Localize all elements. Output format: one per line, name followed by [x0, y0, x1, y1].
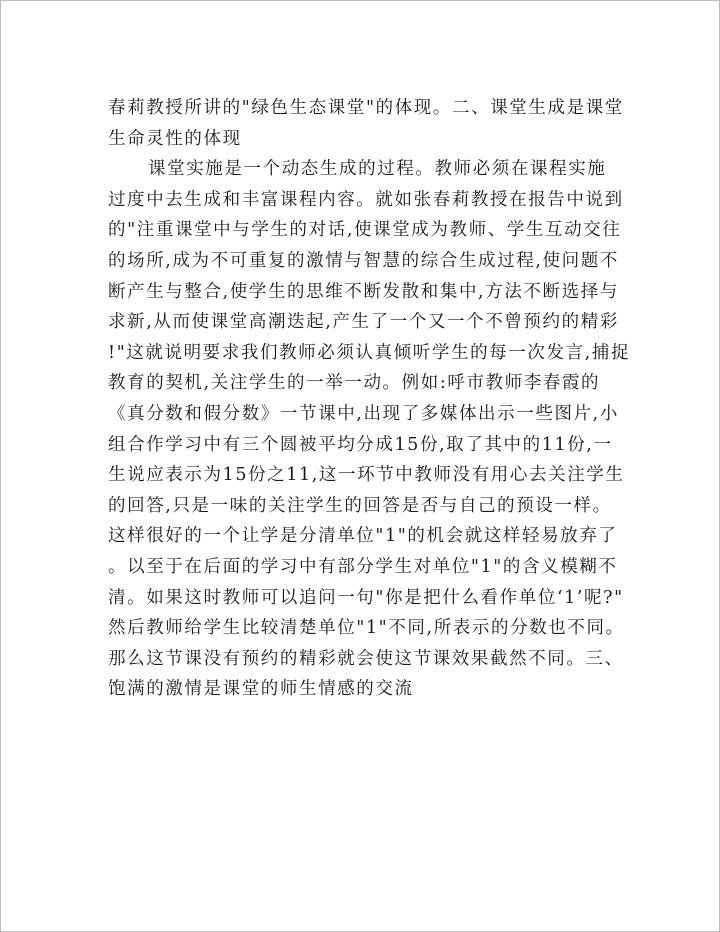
text-line: 的"注重课堂中与学生的对话,使课堂成为教师、学生互动交往 — [108, 220, 622, 241]
text-line: 春莉教授所讲的"绿色生态课堂"的体现。二、课堂生成是课堂 — [108, 98, 624, 118]
text-line: 的回答,只是一味的关注学生的回答是否与自己的预设一样。 — [108, 495, 612, 516]
text-line: 断产生与整合,使学生的思维不断发散和集中,方法不断选择与 — [108, 281, 619, 302]
text-line: 过度中去生成和丰富课程内容。就如张春莉教授在报告中说到 — [108, 189, 624, 210]
text-line: 清。如果这时教师可以追问一句"你是把什么看作单位‘1’呢?" — [108, 587, 624, 608]
text-line: 的场所,成为不可重复的激情与智慧的综合生成过程,使问题不 — [108, 250, 619, 271]
text-line: 这样很好的一个让学是分清单位"1"的机会就这样轻易放弃了 — [108, 526, 618, 547]
body-text — [108, 93, 631, 705]
text-line: 。以至于在后面的学习中有部分学生对单位"1"的含义模糊不 — [108, 556, 618, 577]
text-line: 生说应表示为15份之11,这一环节中教师没有用心去关注学生 — [108, 465, 625, 486]
text-line: 求新,从而使课堂高潮迭起,产生了一个又一个不曾预约的精彩 — [108, 312, 619, 333]
text-line: 生命灵性的体现 — [108, 128, 242, 149]
text-line: 然后教师给学生比较清楚单位"1"不同,所表示的分数也不同。 — [108, 618, 625, 639]
paragraph-first-line: 课堂实施是一个动态生成的过程。教师必须在课程实施 — [148, 159, 607, 180]
text-line: 饱满的激情是课堂的师生情感的交流 — [108, 679, 414, 700]
text-line: 组合作学习中有三个圆被平均分成15份,取了其中的11份,一 — [108, 434, 613, 455]
text-line: 《真分数和假分数》一节课中,出现了多媒体出示一些图片,小 — [108, 403, 619, 424]
text-line: !"这就说明要求我们教师必须认真倾听学生的每一次发言,捕捉 — [108, 342, 631, 363]
text-line: 教育的契机,关注学生的一举一动。例如:呼市教师李春霞的 — [108, 373, 601, 394]
text-line: 那么这节课没有预约的精彩就会使这节课效果截然不同。三、 — [108, 648, 624, 669]
